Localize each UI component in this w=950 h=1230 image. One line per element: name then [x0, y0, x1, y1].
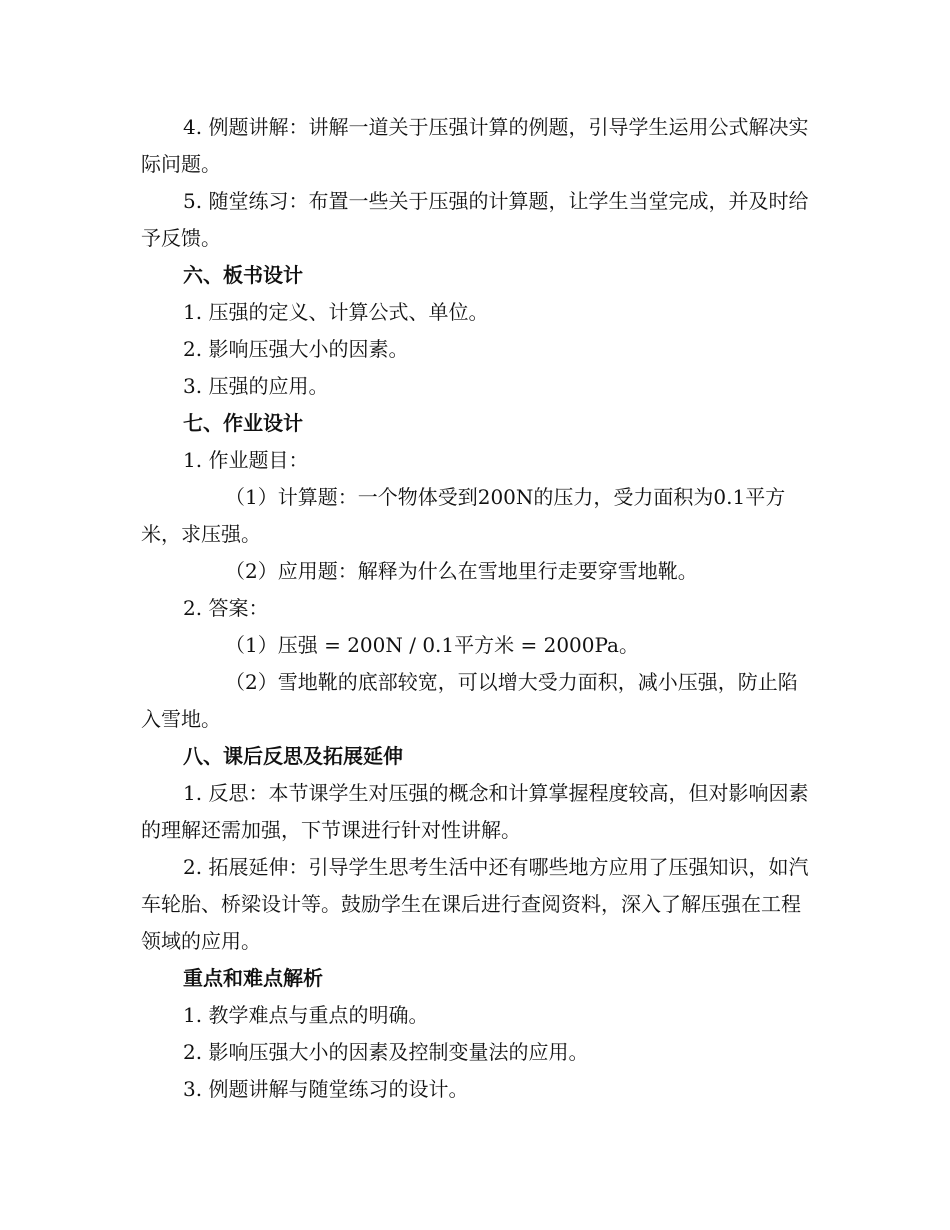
paragraph-board-item-3: 3. 压强的应用。: [183, 374, 329, 398]
paragraph-question-1: （1）计算题：一个物体受到200N的压力，受力面积为0.1平方米，求压强。: [141, 485, 786, 546]
paragraph-key-point-3: 3. 例题讲解与随堂练习的设计。: [183, 1077, 469, 1101]
paragraph-classroom-practice: 5. 随堂练习：布置一些关于压强的计算题，让学生当堂完成，并及时给予反馈。: [141, 189, 809, 250]
document-body: [141, 109, 813, 1108]
paragraph-answers: 2. 答案：: [183, 596, 269, 620]
paragraph-key-point-1: 1. 教学难点与重点的明确。: [183, 1003, 429, 1027]
paragraph-extension: 2. 拓展延伸：引导学生思考生活中还有哪些地方应用了压强知识，如汽车轮胎、桥梁设计等。鼓励学生在课后进行查阅资料，深入了解压强在工程领域的应用。: [141, 855, 809, 953]
heading-reflection-extension: 八、课后反思及拓展延伸: [183, 744, 403, 768]
heading-homework-design: 七、作业设计: [183, 411, 303, 435]
paragraph-reflection: 1. 反思：本节课学生对压强的概念和计算掌握程度较高，但对影响因素的理解还需加强，下节课进行针对性讲解。: [141, 781, 809, 842]
paragraph-homework-questions: 1. 作业题目：: [183, 448, 309, 472]
paragraph-answer-2: （2）雪地靴的底部较宽，可以增大受力面积，减小压强，防止陷入雪地。: [141, 670, 798, 731]
paragraph-question-2: （2）应用题：解释为什么在雪地里行走要穿雪地靴。: [225, 559, 698, 583]
heading-board-design: 六、板书设计: [183, 263, 303, 287]
paragraph-board-item-2: 2. 影响压强大小的因素。: [183, 337, 409, 361]
paragraph-board-item-1: 1. 压强的定义、计算公式、单位。: [183, 300, 489, 324]
paragraph-answer-1: （1）压强 = 200N / 0.1平方米 = 2000Pa。: [225, 633, 639, 657]
paragraph-key-point-2: 2. 影响压强大小的因素及控制变量法的应用。: [183, 1040, 589, 1064]
paragraph-example-explanation: 4. 例题讲解：讲解一道关于压强计算的例题，引导学生运用公式解决实际问题。: [141, 115, 809, 176]
heading-key-difficult-points: 重点和难点解析: [183, 966, 323, 990]
